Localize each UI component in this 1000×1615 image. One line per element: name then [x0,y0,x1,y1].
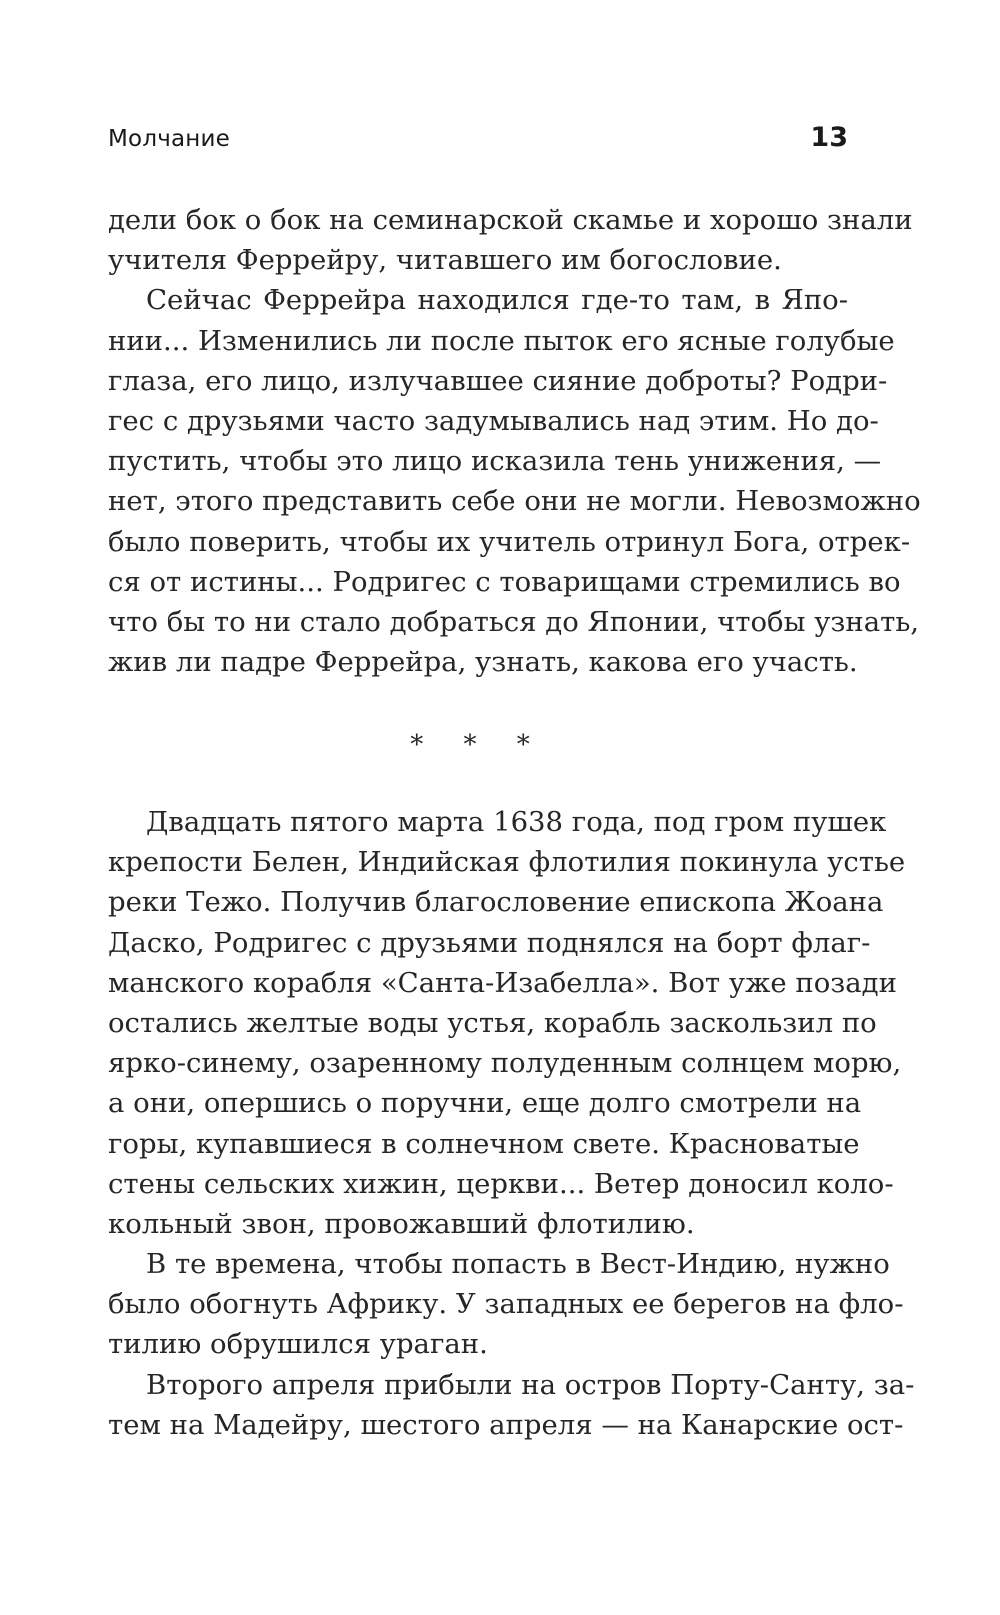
text-line: дели бок о бок на семинарской скамье и хорошо знали [108,204,913,236]
text-line: тилию обрушился ураган. [108,1328,488,1361]
text-line: нет, этого представить себе они не могли. Невозможно [108,485,921,518]
text-section-1 [108,200,921,682]
text-line: Двадцать пятого марта 1638 года, под гром пушек [146,806,887,838]
text-section-2 [108,802,915,1445]
text-line: нии... Изменились ли после пыток его ясные голубые [108,324,895,357]
text-line: тем на Мадейру, шестого апреля — на Канарские ост- [108,1408,904,1441]
text-line: Сейчас Феррейра находился где-то там, в Япо- [146,284,848,317]
text-line: гес с друзьями часто задумывались над этим. Но до- [108,404,879,437]
section-separator: * * * [410,730,546,760]
text-line: горы, купавшиеся в солнечном свете. Красноватые [108,1127,860,1160]
text-line: что бы то ни стало добраться до Японии, чтобы узнать, [108,605,920,638]
text-line: кольный звон, провожавший флотилию. [108,1207,695,1240]
text-line: ярко-синему, озаренному полуденным солнцем морю, [108,1047,902,1080]
running-head [108,122,848,162]
text-line: Даско, Родригес с друзьями поднялся на борт флаг- [108,926,871,959]
text-line: ся от истины... Родригес с товарищами стремились во [108,565,901,598]
text-line: а они, опершись о поручни, еще долго смотрели на [108,1087,862,1120]
text-line: крепости Белен, Индийская флотилия покинула устье [108,846,906,879]
text-line: глаза, его лицо, излучавшее сияние доброты? Родри- [108,364,888,397]
book-title: Молчание [108,126,231,152]
text-line: В те времена, чтобы попасть в Вест-Индию, нужно [146,1248,890,1281]
text-line: остались желтые воды устья, корабль заскользил по [108,1006,877,1039]
text-line: было поверить, чтобы их учитель отринул Бога, отрек- [108,525,911,558]
page-number: 13 [810,122,848,153]
text-line: пустить, чтобы это лицо исказила тень унижения, — [108,445,882,478]
text-line: реки Тежо. Получив благословение епископа Жоана [108,886,884,919]
text-line: жив ли падре Феррейра, узнать, какова его участь. [108,646,858,679]
text-line: учителя Феррейру, читавшего им богословие. [108,244,782,277]
text-line: Второго апреля прибыли на остров Порту-Санту, за- [146,1368,915,1401]
text-line: было обогнуть Африку. У западных ее берегов на фло- [108,1288,904,1321]
text-line: стены сельских хижин, церкви... Ветер доносил коло- [108,1167,894,1200]
text-line: манского корабля «Санта-Изабелла». Вот уже позади [108,966,897,999]
